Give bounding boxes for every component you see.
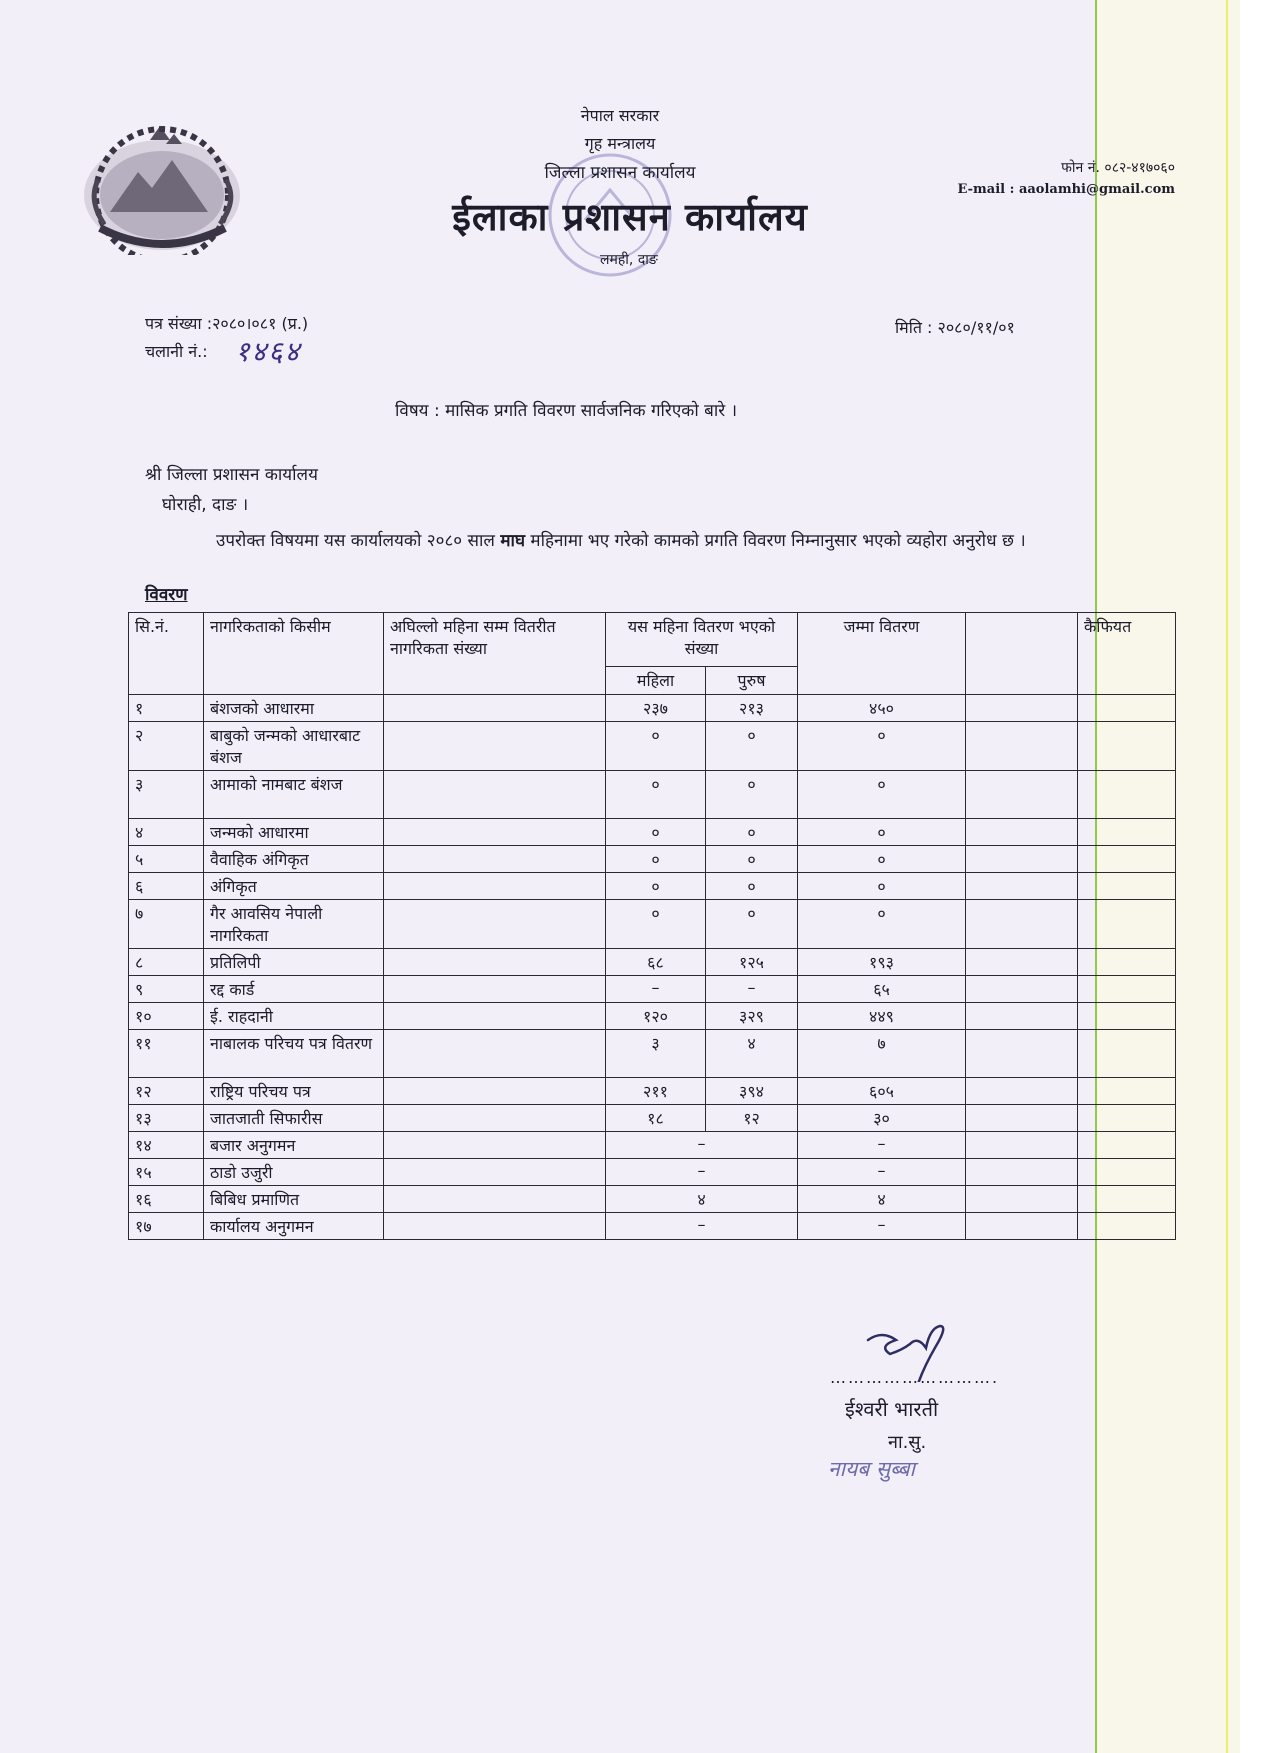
row-total: ० xyxy=(798,900,966,949)
row-total: ४ xyxy=(798,1186,966,1213)
row-blank xyxy=(966,976,1078,1003)
row-male: ० xyxy=(706,771,798,819)
row-male: ४ xyxy=(706,1030,798,1078)
row-blank xyxy=(966,1159,1078,1186)
row-total: – xyxy=(798,1213,966,1240)
row-remarks xyxy=(1078,1030,1176,1078)
recipient-office: श्री जिल्ला प्रशासन कार्यालय xyxy=(145,465,318,485)
header-this-month: यस महिना वितरण भएको संख्या xyxy=(606,613,798,667)
citizenship-table xyxy=(128,612,1176,1240)
signatory-name: ईश्वरी भारती xyxy=(845,1397,939,1421)
row-male: ० xyxy=(706,722,798,771)
dispatch-label: चलानी नं.: xyxy=(145,342,208,361)
row-total: ० xyxy=(798,819,966,846)
row-previous xyxy=(384,1186,606,1213)
row-sn: १४ xyxy=(129,1132,204,1159)
row-sn: १६ xyxy=(129,1186,204,1213)
row-remarks xyxy=(1078,873,1176,900)
gov-name: नेपाल सरकार xyxy=(580,106,660,125)
row-female: ० xyxy=(606,722,706,771)
row-blank xyxy=(966,1213,1078,1240)
row-blank xyxy=(966,1186,1078,1213)
row-remarks xyxy=(1078,771,1176,819)
row-female: ० xyxy=(606,771,706,819)
row-sn: ६ xyxy=(129,873,204,900)
row-female: २३७ xyxy=(606,695,706,722)
row-previous xyxy=(384,1213,606,1240)
row-female: १२० xyxy=(606,1003,706,1030)
row-remarks xyxy=(1078,722,1176,771)
row-sn: ५ xyxy=(129,846,204,873)
office-title: ईलाका प्रशासन कार्यालय xyxy=(452,195,808,239)
row-type: वैवाहिक अंगिकृत xyxy=(204,846,384,873)
table-row xyxy=(129,873,1176,900)
email-address: E-mail : aaolamhi@gmail.com xyxy=(957,182,1175,197)
row-male: १२५ xyxy=(706,949,798,976)
row-male: ० xyxy=(706,900,798,949)
row-female: ६८ xyxy=(606,949,706,976)
row-blank xyxy=(966,1132,1078,1159)
row-type: ई. राहदानी xyxy=(204,1003,384,1030)
row-male: ३९४ xyxy=(706,1078,798,1105)
row-type: ठाडो उजुरी xyxy=(204,1159,384,1186)
row-sn: १३ xyxy=(129,1105,204,1132)
table-row xyxy=(129,1030,1176,1078)
header-previous: अघिल्लो महिना सम्म वितरीत नागरिकता संख्या xyxy=(384,613,606,695)
row-type: नाबालक परिचय पत्र वितरण xyxy=(204,1030,384,1078)
row-sn: १७ xyxy=(129,1213,204,1240)
row-remarks xyxy=(1078,1213,1176,1240)
row-blank xyxy=(966,1105,1078,1132)
row-type: बंशजको आधारमा xyxy=(204,695,384,722)
row-female: ० xyxy=(606,873,706,900)
row-sn: ९ xyxy=(129,976,204,1003)
row-previous xyxy=(384,1003,606,1030)
body-text-before: उपरोक्त विषयमा यस कार्यालयको २०८० साल xyxy=(216,531,501,551)
row-sn: ४ xyxy=(129,819,204,846)
row-total: ६५ xyxy=(798,976,966,1003)
table-row xyxy=(129,1078,1176,1105)
row-blank xyxy=(966,873,1078,900)
row-previous xyxy=(384,771,606,819)
row-female: २११ xyxy=(606,1078,706,1105)
table-row xyxy=(129,1132,1176,1159)
row-remarks xyxy=(1078,846,1176,873)
row-sn: १० xyxy=(129,1003,204,1030)
row-sn: २ xyxy=(129,722,204,771)
row-male: १२ xyxy=(706,1105,798,1132)
row-type: रद्द कार्ड xyxy=(204,976,384,1003)
row-type: राष्ट्रिय परिचय पत्र xyxy=(204,1078,384,1105)
row-sn: १५ xyxy=(129,1159,204,1186)
row-previous xyxy=(384,722,606,771)
row-previous xyxy=(384,819,606,846)
table-row xyxy=(129,1186,1176,1213)
row-male: – xyxy=(706,976,798,1003)
row-female: ३ xyxy=(606,1030,706,1078)
letter-number: पत्र संख्या :२०८०।०८१ (प्र.) xyxy=(145,314,309,333)
header-remarks: कैफियत xyxy=(1078,613,1176,695)
row-male: ० xyxy=(706,819,798,846)
table-row xyxy=(129,900,1176,949)
row-male: २१३ xyxy=(706,695,798,722)
row-remarks xyxy=(1078,819,1176,846)
row-female: १८ xyxy=(606,1105,706,1132)
row-remarks xyxy=(1078,1186,1176,1213)
row-previous xyxy=(384,1105,606,1132)
row-female: ० xyxy=(606,900,706,949)
row-remarks xyxy=(1078,1159,1176,1186)
subject-line: विषय : मासिक प्रगति विवरण सार्वजनिक गरिएको बारे । xyxy=(395,401,738,421)
row-count-merged: – xyxy=(606,1159,798,1186)
row-total: ७ xyxy=(798,1030,966,1078)
table-row xyxy=(129,1003,1176,1030)
row-type: बिबिध प्रमाणित xyxy=(204,1186,384,1213)
row-blank xyxy=(966,949,1078,976)
row-female: ० xyxy=(606,819,706,846)
row-total: ३० xyxy=(798,1105,966,1132)
row-type: जन्मको आधारमा xyxy=(204,819,384,846)
row-blank xyxy=(966,846,1078,873)
row-total: ० xyxy=(798,873,966,900)
row-male: ० xyxy=(706,873,798,900)
row-sn: १२ xyxy=(129,1078,204,1105)
row-remarks xyxy=(1078,1132,1176,1159)
ministry-name: गृह मन्त्रालय xyxy=(584,134,656,153)
row-previous xyxy=(384,1030,606,1078)
row-total: – xyxy=(798,1132,966,1159)
table-row xyxy=(129,949,1176,976)
row-blank xyxy=(966,819,1078,846)
header-blank xyxy=(966,613,1078,695)
header-sn: सि.नं. xyxy=(129,613,204,695)
row-sn: ८ xyxy=(129,949,204,976)
row-total: ० xyxy=(798,722,966,771)
table-row xyxy=(129,1105,1176,1132)
row-male: ० xyxy=(706,846,798,873)
row-remarks xyxy=(1078,1078,1176,1105)
row-remarks xyxy=(1078,1003,1176,1030)
row-total: ० xyxy=(798,771,966,819)
row-previous xyxy=(384,873,606,900)
row-type: अंगिकृत xyxy=(204,873,384,900)
body-text-after: महिनामा भए गरेको कामको प्रगति विवरण निम्नानुसार भएको व्यहोरा अनुरोध छ । xyxy=(525,531,1026,551)
row-previous xyxy=(384,846,606,873)
row-remarks xyxy=(1078,949,1176,976)
table-row xyxy=(129,846,1176,873)
recipient-address: घोराही, दाङ । xyxy=(162,495,249,515)
row-total: – xyxy=(798,1159,966,1186)
row-sn: ३ xyxy=(129,771,204,819)
row-sn: ११ xyxy=(129,1030,204,1078)
row-male: ३२९ xyxy=(706,1003,798,1030)
row-type: गैर आवसिय नेपाली नागरिकता xyxy=(204,900,384,949)
nepal-emblem-icon xyxy=(80,120,245,255)
row-female: – xyxy=(606,976,706,1003)
signature-line: ………………………. xyxy=(830,1368,1000,1387)
body-paragraph xyxy=(138,525,1053,557)
row-remarks xyxy=(1078,900,1176,949)
row-female: ० xyxy=(606,846,706,873)
row-type: आमाको नामबाट बंशज xyxy=(204,771,384,819)
table-row xyxy=(129,976,1176,1003)
table-row xyxy=(129,1213,1176,1240)
row-total: ४५० xyxy=(798,695,966,722)
row-count-merged: – xyxy=(606,1132,798,1159)
post-stamp: नायब सुब्बा xyxy=(828,1457,915,1481)
row-previous xyxy=(384,1132,606,1159)
row-previous xyxy=(384,949,606,976)
row-count-merged: ४ xyxy=(606,1186,798,1213)
row-remarks xyxy=(1078,695,1176,722)
row-previous xyxy=(384,976,606,1003)
row-total: ० xyxy=(798,846,966,873)
margin-line-2 xyxy=(1226,0,1228,1753)
row-blank xyxy=(966,695,1078,722)
row-remarks xyxy=(1078,976,1176,1003)
row-type: कार्यालय अनुगमन xyxy=(204,1213,384,1240)
row-remarks xyxy=(1078,1105,1176,1132)
district-office-name: जिल्ला प्रशासन कार्यालय xyxy=(544,163,696,183)
body-month: माघ xyxy=(500,531,525,551)
row-type: प्रतिलिपी xyxy=(204,949,384,976)
row-type: बाबुको जन्मको आधारबाट बंशज xyxy=(204,722,384,771)
row-blank xyxy=(966,900,1078,949)
row-type: जातजाती सिफारीस xyxy=(204,1105,384,1132)
row-blank xyxy=(966,771,1078,819)
row-type: बजार अनुगमन xyxy=(204,1132,384,1159)
row-previous xyxy=(384,695,606,722)
row-previous xyxy=(384,1078,606,1105)
row-blank xyxy=(966,1030,1078,1078)
row-total: ४४९ xyxy=(798,1003,966,1030)
letter-date: मिति : २०८०/११/०१ xyxy=(895,318,1015,337)
section-title: विवरण xyxy=(145,585,188,605)
row-count-merged: – xyxy=(606,1213,798,1240)
row-blank xyxy=(966,1003,1078,1030)
row-blank xyxy=(966,722,1078,771)
header-female: महिला xyxy=(606,667,706,695)
row-previous xyxy=(384,900,606,949)
dispatch-number: १४६४ xyxy=(235,335,302,368)
header-male: पुरुष xyxy=(706,667,798,695)
row-sn: १ xyxy=(129,695,204,722)
table-row xyxy=(129,695,1176,722)
table-row xyxy=(129,1159,1176,1186)
row-total: ६०५ xyxy=(798,1078,966,1105)
table-row xyxy=(129,771,1176,819)
row-previous xyxy=(384,1159,606,1186)
signatory-post: ना.सु. xyxy=(888,1432,927,1453)
row-sn: ७ xyxy=(129,900,204,949)
table-row xyxy=(129,722,1176,771)
phone-number: फोन नं. ०८२-४१७०६० xyxy=(1061,160,1175,176)
row-blank xyxy=(966,1078,1078,1105)
header-total: जम्मा वितरण xyxy=(798,613,966,695)
header-type: नागरिकताको किसीम xyxy=(204,613,384,695)
table-row xyxy=(129,819,1176,846)
office-location: लमही, दाङ xyxy=(600,252,658,268)
row-total: १९३ xyxy=(798,949,966,976)
